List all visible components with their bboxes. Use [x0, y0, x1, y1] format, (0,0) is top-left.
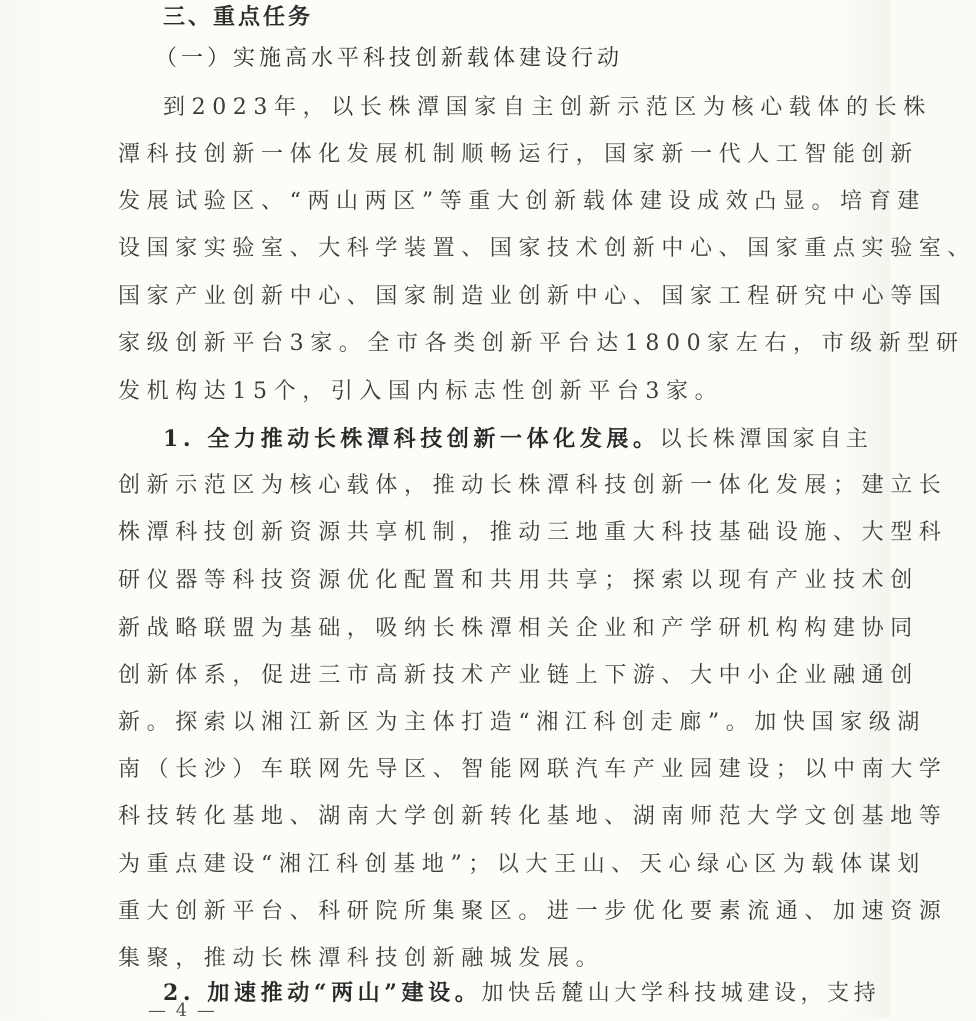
paragraph-line: 新战略联盟为基础，吸纳长株潭相关企业和产学研机构构建协同: [118, 616, 919, 641]
paragraph-line: 潭科技创新一体化发展机制顺畅运行，国家新一代人工智能创新: [118, 142, 919, 167]
paragraph-line: 集聚，推动长株潭科技创新融城发展。: [118, 946, 605, 971]
paragraph-line: 发机构达15个，引入国内标志性创新平台3家。: [118, 379, 724, 404]
paragraph-line: 设国家实验室、大科学装置、国家技术创新中心、国家重点实验室、: [118, 236, 976, 261]
paragraph-line: 研仪器等科技资源优化配置和共用共享；探索以现有产业技术创: [118, 568, 919, 593]
paragraph-line: 到2023年，以长株潭国家自主创新示范区为核心载体的长株: [163, 95, 932, 120]
paragraph-line: 为重点建设“湘江科创基地”；以大王山、天心绿心区为载体谋划: [118, 852, 926, 877]
paragraph-line: 家级创新平台3家。全市各类创新平台达1800家左右，市级新型研: [118, 331, 965, 356]
item-1-first-line: [163, 424, 873, 456]
paragraph-line: 发展试验区、“两山两区”等重大创新载体建设成效凸显。培育建: [118, 189, 926, 214]
paragraph-line: 科技转化基地、湖南大学创新转化基地、湖南师范大学文创基地等: [118, 804, 948, 829]
section-heading: 三、重点任务: [163, 4, 314, 30]
paragraph-line: 创新示范区为核心载体，推动长株潭科技创新一体化发展；建立长: [118, 473, 948, 498]
item-2-first-line: [163, 978, 881, 1010]
paragraph-line: 南（长沙）车联网先导区、智能网联汽车产业园建设；以中南大学: [118, 757, 948, 782]
paragraph-line: 国家产业创新中心、国家制造业创新中心、国家工程研究中心等国: [118, 284, 948, 309]
item-2-title: 2. 加速推动“两山”建设。: [163, 980, 482, 1006]
paragraph-line: 重大创新平台、科研院所集聚区。进一步优化要素流通、加速资源: [118, 899, 948, 924]
item-1-title: 1. 全力推动长株潭科技创新一体化发展。: [163, 426, 660, 452]
subsection-heading: （一）实施高水平科技创新载体建设行动: [155, 46, 624, 71]
item-1-text: 以长株潭国家自主: [659, 427, 873, 452]
paragraph-line: 株潭科技创新资源共享机制，推动三地重大科技基础设施、大型科: [118, 520, 948, 545]
paragraph-line: 创新体系，促进三市高新技术产业链上下游、大中小企业融通创: [118, 663, 919, 688]
item-2-text: 加快岳麓山大学科技城建设，支持: [481, 981, 881, 1006]
page-number: — 4 —: [148, 1000, 217, 1021]
paragraph-line: 新。探索以湘江新区为主体打造“湘江科创走廊”。加快国家级湖: [118, 710, 926, 735]
